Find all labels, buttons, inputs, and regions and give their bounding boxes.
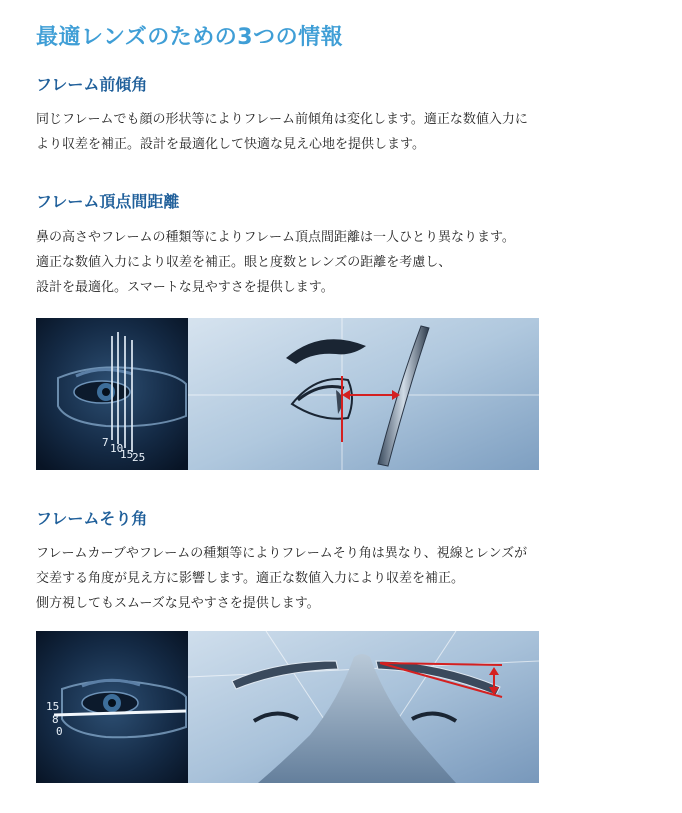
body-line: 側方視してもスムーズな見やすさを提供します。: [36, 596, 320, 611]
section-body-face-form-angle: [36, 541, 646, 616]
body-line: 交差する角度が見え方に影響します。適正な数値入力により収差を補正。: [36, 571, 464, 586]
page-title: 最適レンズのための3つの情報: [36, 25, 344, 50]
gauge-number: 15: [120, 448, 134, 461]
pupil-shape: [108, 699, 116, 707]
gauge-number: 7: [102, 436, 109, 449]
vertex-distance-illustration: [36, 318, 539, 470]
section-heading-frame-tilt: フレーム前傾角: [36, 75, 148, 94]
body-line: 適正な数値入力により収差を補正。眼と度数とレンズの距離を考慮し、: [36, 255, 452, 270]
body-line: フレームカーブやフレームの種類等によりフレームそり角は異なり、視線とレンズが: [36, 546, 528, 561]
gauge-number: 8: [52, 713, 59, 726]
gauge-number: 15: [46, 700, 60, 713]
vertex-distance-svg: [36, 318, 539, 470]
face-form-angle-svg: [36, 631, 539, 783]
face-form-angle-illustration: [36, 631, 539, 783]
section-heading-vertex-distance: フレーム頂点間距離: [36, 192, 180, 211]
section-heading-face-form-angle: フレームそり角: [36, 509, 148, 528]
pupil-shape: [102, 388, 110, 396]
body-line: 鼻の高さやフレームの種類等によりフレーム頂点間距離は一人ひとり異なります。: [36, 230, 515, 245]
section-body-frame-tilt: [36, 107, 646, 157]
gauge-number: 25: [132, 451, 146, 464]
body-line: より収差を補正。設計を最適化して快適な見え心地を提供します。: [36, 137, 425, 152]
body-line: 設計を最適化。スマートな見やすさを提供します。: [36, 280, 334, 295]
section-body-vertex-distance: [36, 225, 646, 300]
gauge-number: 10: [110, 442, 124, 455]
body-line: 同じフレームでも顔の形状等によりフレーム前傾角は変化します。適正な数値入力に: [36, 112, 528, 127]
gauge-number: 0: [56, 725, 63, 738]
